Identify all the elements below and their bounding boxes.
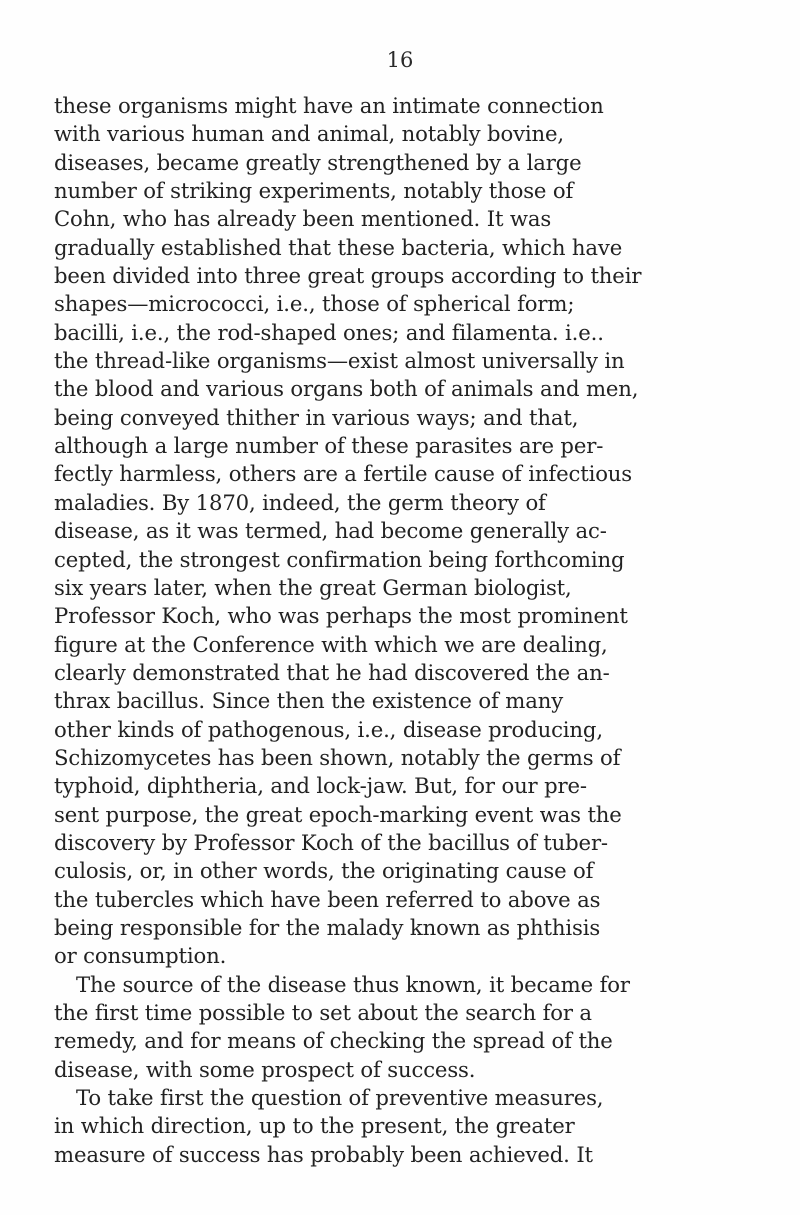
text-line: disease, with some prospect of success. [54, 1056, 476, 1082]
text-line: the first time possible to set about the search for a [54, 1000, 592, 1025]
text-line: although a large number of these parasites are per- [54, 433, 604, 459]
text-line: other kinds of pathogenous, i.e., disease producing, [54, 716, 603, 742]
text-line: being responsible for the malady known as phthisis [54, 914, 601, 940]
text-line: number of striking experiments, notably those of [54, 178, 574, 204]
text-line: typhoid, diphtheria, and lock-jaw. But, for our pre- [54, 773, 587, 799]
text-line: the thread-like organisms—exist almost universally in [54, 348, 625, 374]
text-line: with various human and animal, notably bovine, [54, 121, 564, 147]
text-line: Cohn, who has already been mentioned. It was [54, 206, 552, 232]
text-line: diseases, became greatly strengthened by a large [54, 149, 582, 175]
text-line: measure of success has probably been achieved. It [54, 1141, 593, 1167]
text-line: these organisms might have an intimate connection [54, 93, 604, 118]
text-line: maladies. By 1870, indeed, the germ theory of [54, 489, 546, 515]
text-line: been divided into three great groups according to their [54, 263, 642, 289]
text-line: cepted, the strongest confirmation being forthcoming [54, 546, 625, 572]
text-line: culosis, or, in other words, the originating cause of [54, 858, 594, 884]
text-line: the tubercles which have been referred to above as [54, 886, 601, 912]
text-line: or consumption. [54, 943, 227, 969]
text-line: the blood and various organs both of animals and men, [54, 376, 639, 402]
text-line: thrax bacillus. Since then the existence of many [54, 688, 564, 714]
text-line: remedy, and for means of checking the spread of the [54, 1028, 613, 1054]
text-line: clearly demonstrated that he had discovered the an- [54, 659, 610, 685]
text-line: being conveyed thither in various ways; and that, [54, 404, 579, 430]
page-number: 16 [386, 48, 414, 72]
text-line: The source of the disease thus known, it became for [76, 971, 630, 997]
text-line: discovery by Professor Koch of the bacillus of tuber- [54, 829, 608, 855]
text-line: To take first the question of preventive measures, [76, 1085, 604, 1111]
text-line: in which direction, up to the present, the greater [54, 1113, 575, 1139]
text-line: six years later, when the great German biologist, [54, 574, 572, 600]
text-line: fectly harmless, others are a fertile cause of infectious [54, 461, 633, 487]
body-text [54, 92, 774, 1169]
text-line: shapes—micrococci, i.e., those of spherical form; [54, 291, 575, 317]
text-line: Schizomycetes has been shown, notably the germs of [54, 744, 621, 770]
text-line: disease, as it was termed, had become generally ac- [54, 518, 607, 544]
text-line: bacilli, i.e., the rod-shaped ones; and filamenta. i.e.. [54, 319, 604, 345]
text-line: figure at the Conference with which we are dealing, [54, 631, 608, 657]
text-line: Professor Koch, who was perhaps the most prominent [54, 603, 628, 629]
text-line: sent purpose, the great epoch-marking event was the [54, 801, 622, 827]
text-line: gradually established that these bacteria, which have [54, 234, 623, 260]
